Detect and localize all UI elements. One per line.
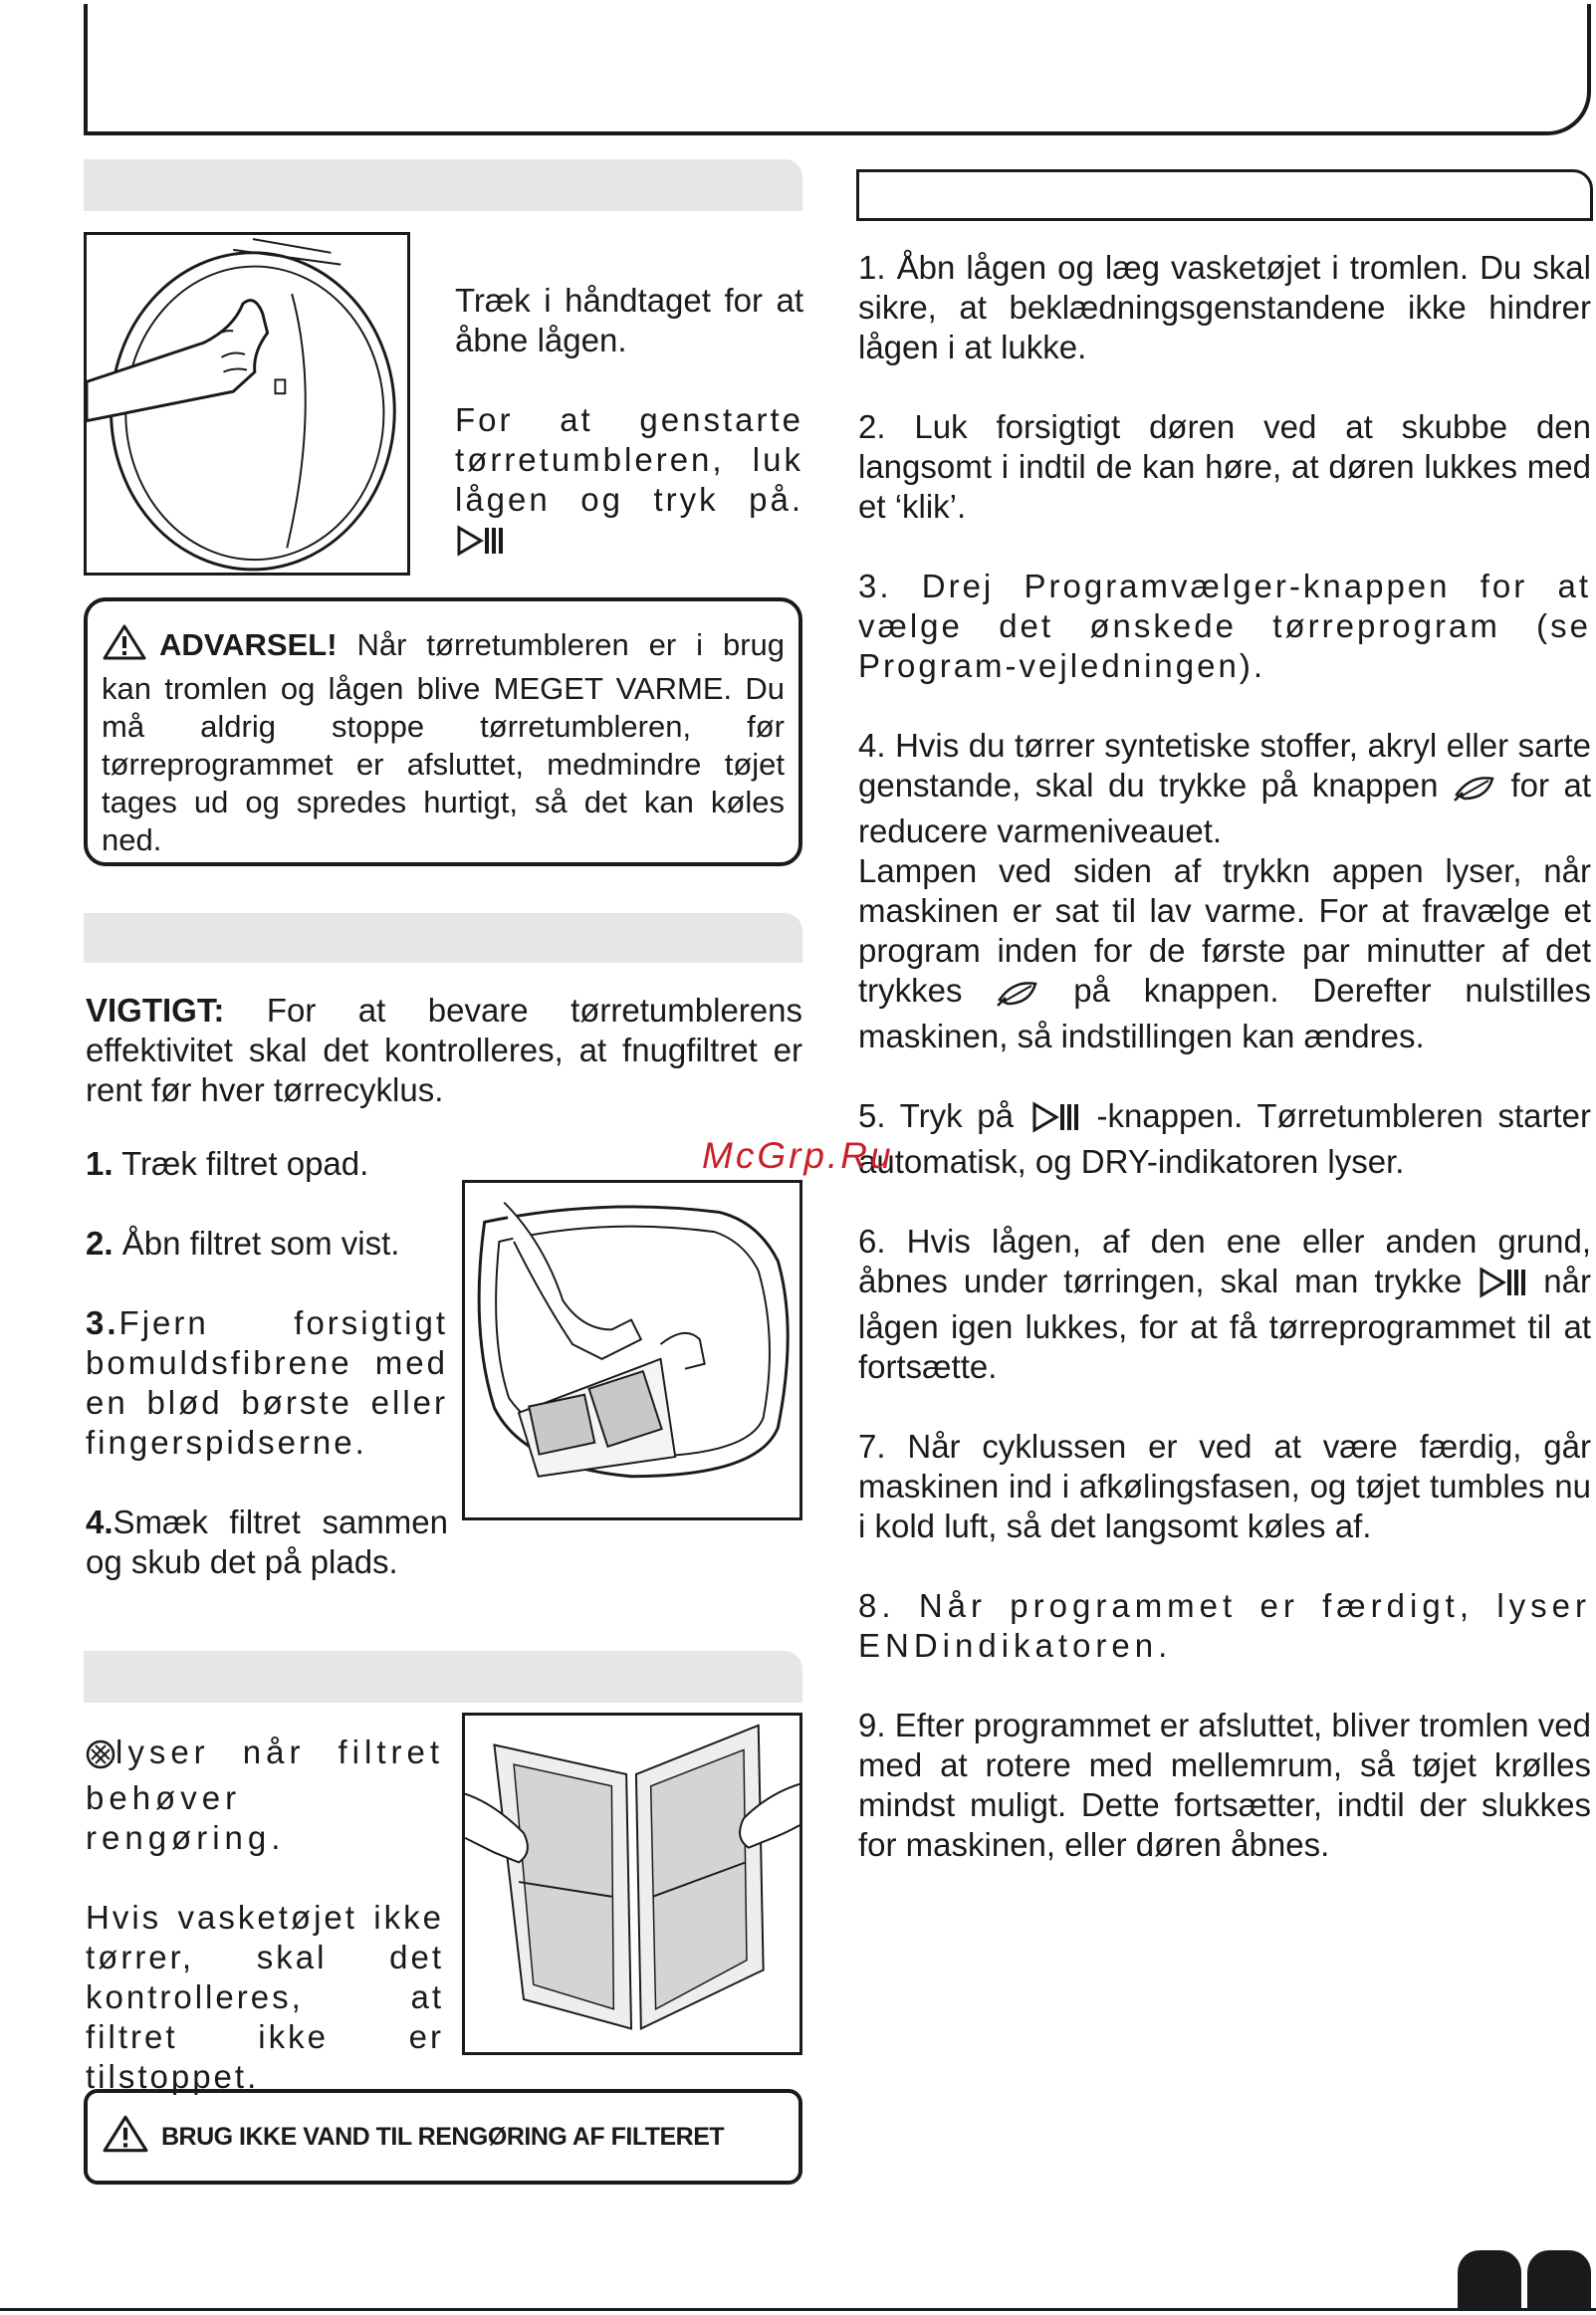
instruction-step-5b: -knappen. Tørretumbleren starter automatisk, og DRY-indikatoren lyser. [858, 1097, 1592, 1180]
step-text: Fjern forsigtigt bomuldsfibrene med en blød børste eller fingerspidserne. [86, 1304, 448, 1461]
instruction-step-1: 1. Åbn lågen og læg vasketøjet i tromlen. Du skal sikre, at beklædningsgenstandene ikke hindrer lågen i at lukke. [858, 249, 1591, 365]
door-restart-label: For at genstarte tørretumbleren, luk lågen og tryk på. [455, 401, 803, 518]
instruction-step-6a: 6. Hvis lågen, af den ene eller anden grund, åbnes under tørringen, skal man trykke [858, 1223, 1591, 1299]
step-text: Smæk filtret sammen og skub det på plads. [86, 1504, 448, 1580]
section-header-instructions [856, 169, 1593, 221]
section-header-indicator [84, 1651, 802, 1703]
instruction-step-5 [858, 1096, 1591, 1182]
footer-rule [0, 2308, 1596, 2311]
indicator-line [86, 1733, 444, 1858]
filter-removal-illustration [462, 1180, 802, 1520]
start-pause-icon [455, 525, 505, 566]
warning-lead: ADVARSEL! [159, 627, 338, 662]
step-number: 1. [86, 1145, 114, 1182]
page-tab-left [1458, 2250, 1521, 2308]
section-header-filter [84, 913, 802, 963]
door-opening-illustration [84, 232, 410, 576]
low-heat-icon [996, 977, 1039, 1017]
step-text: Træk filtret opad. [121, 1145, 369, 1182]
step-number: 2. [86, 1225, 114, 1262]
start-pause-icon [1478, 1267, 1527, 1307]
no-water-warning-text: BRUG IKKE VAND TIL RENGØRING AF FILTERET [161, 2122, 725, 2151]
instruction-step-4b: for at reducere varmeniveauet. [858, 767, 1592, 849]
drying-instructions [858, 248, 1591, 1865]
no-water-warning-box [84, 2089, 802, 2185]
page-title-box [84, 4, 1591, 135]
instruction-step-4 [858, 726, 1591, 851]
filter-indicator-icon [86, 1738, 115, 1778]
section-header-door [84, 159, 802, 211]
watermark: McGrp.Ru [702, 1135, 894, 1176]
warning-triangle-icon [102, 2114, 149, 2161]
hot-warning-box [84, 597, 802, 866]
filter-cleaning-illustration [462, 1713, 802, 2055]
instruction-step-4c: Lampen ved siden af trykkn appen lyser, når maskinen er sat til lav varme. For at fravælge et program inden for de første par minutter af det trykkes [858, 852, 1591, 1009]
indicator-line-text: lyser når filtret behøver rengøring. [86, 1734, 444, 1856]
instruction-step-2: 2. Luk forsigtigt døren ved at skubbe den langsomt i indtil de kan høre, at døren lukkes med et ‘klik’. [858, 408, 1591, 525]
low-heat-icon [1453, 772, 1496, 811]
page-tab-right [1527, 2250, 1591, 2308]
filter-indicator-text [86, 1733, 444, 2097]
filter-step-3 [86, 1303, 448, 1463]
step-number: 3. [86, 1304, 119, 1341]
filter-step-1 [86, 1144, 448, 1184]
instruction-step-6 [858, 1222, 1591, 1387]
instruction-step-7: 7. Når cyklussen er ved at være færdig, går maskinen ind i afkølingsfasen, og tøjet tumbles nu i kold luft, så det langsomt køles af. [858, 1428, 1591, 1544]
door-restart-text [455, 400, 803, 566]
instruction-step-4d: på knappen. Derefter nulstilles maskinen, så indstillingen kan ændres. [858, 972, 1591, 1054]
indicator-check-text: Hvis vasketøjet ikke tørrer, skal det kontrolleres, at filtret ikke er tilstoppet. [86, 1899, 444, 2095]
filter-step-4 [86, 1503, 448, 1582]
warning-triangle-icon [102, 623, 147, 670]
door-open-text: Træk i håndtaget for at åbne lågen. [455, 282, 803, 358]
warning-text: Når tørretumbleren er i brug kan tromlen og lågen blive MEGET VARME. Du må aldrig stoppe tørretumbleren, før tørreprogrammet er afsluttet, medmindre tøjet tages ud og spredes hurtigt, så det kan køles ned. [102, 627, 785, 857]
instruction-step-3: 3. Drej Programvælger-knappen for at vælge det ønskede tørreprogram (se Program-vejledningen). [858, 568, 1591, 684]
door-instructions [455, 281, 803, 566]
important-paragraph [86, 991, 802, 1110]
instruction-step-4-note [858, 851, 1591, 1056]
start-pause-icon [1028, 1101, 1082, 1142]
instruction-step-9: 9. Efter programmet er afsluttet, bliver tromlen ved med at rotere med mellemrum, så tøjet krølles mindst muligt. Dette fortsætter, indtil der slukkes for maskinen, eller døren åbnes. [858, 1707, 1591, 1863]
instruction-step-5a: 5. Tryk på [858, 1097, 1014, 1134]
instruction-step-8: 8. Når programmet er færdigt, lyser ENDindikatoren. [858, 1587, 1591, 1664]
step-number: 4. [86, 1504, 114, 1540]
filter-steps [86, 1144, 448, 1582]
important-lead: VIGTIGT: [86, 992, 225, 1029]
step-text: Åbn filtret som vist. [121, 1225, 400, 1262]
instruction-step-4a: 4. Hvis du tørrer syntetiske stoffer, akryl eller sarte genstande, skal du trykke på knappen [858, 727, 1591, 804]
instruction-step-6b: når lågen igen lukkes, for at få tørreprogrammet til at fortsætte. [858, 1263, 1591, 1385]
filter-step-2 [86, 1224, 448, 1264]
important-text: For at bevare tørretumblerens effektivitet skal det kontrolleres, at fnugfiltret er rent før hver tørrecyklus. [86, 992, 802, 1108]
